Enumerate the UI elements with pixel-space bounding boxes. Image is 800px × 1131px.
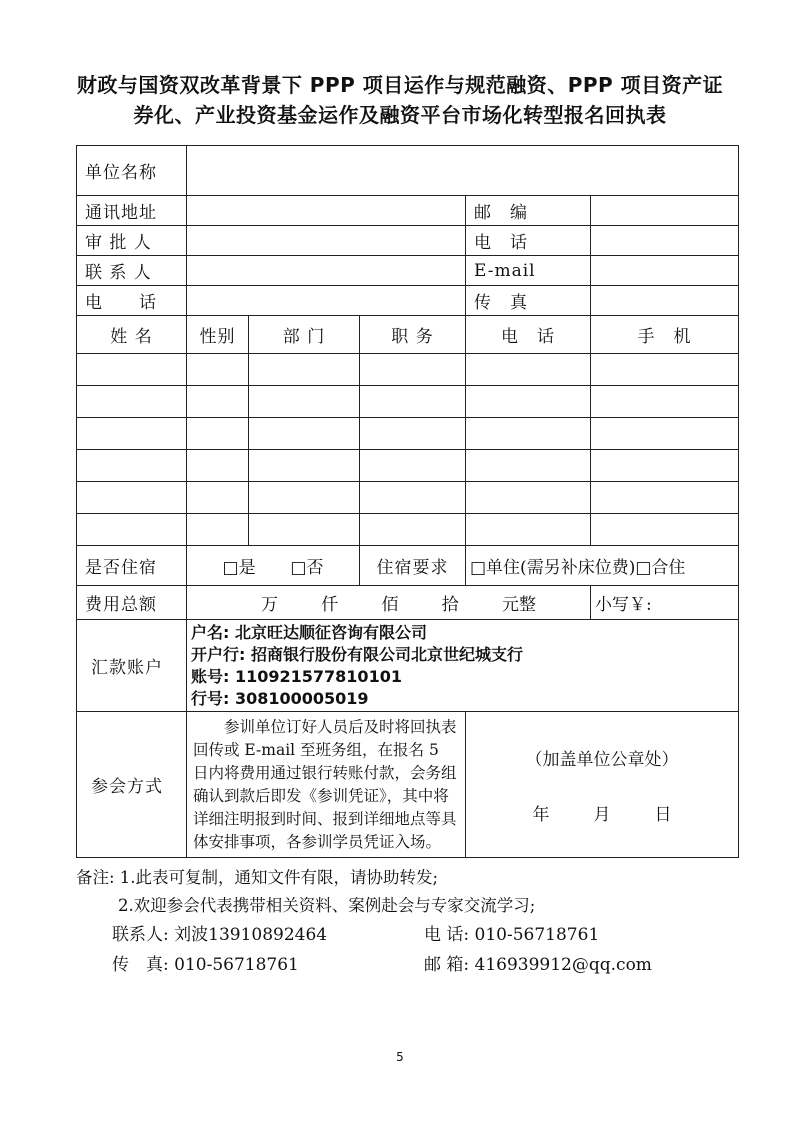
page-number: 5 (396, 1050, 404, 1064)
contact-tel: 电 话: 010-56718761 (424, 925, 600, 945)
table-cell[interactable] (249, 386, 360, 418)
table-cell[interactable] (77, 386, 187, 418)
lodging-yes-checkbox[interactable]: □是 (222, 558, 256, 578)
account-number: 账号: 110921577810101 (191, 666, 402, 686)
table-cell[interactable] (249, 354, 360, 386)
table-cell[interactable] (466, 514, 591, 546)
table-cell[interactable] (77, 514, 187, 546)
table-cell[interactable] (591, 354, 739, 386)
date-day: 日 (654, 804, 672, 825)
fee-unit-bai: 佰 (381, 595, 399, 615)
table-cell[interactable] (466, 386, 591, 418)
table-cell[interactable] (360, 482, 466, 514)
remit-label: 汇款账户 (77, 620, 187, 712)
unit-name-label: 单位名称 (77, 146, 187, 196)
table-row (77, 418, 739, 450)
fax-label: 传 真 (466, 286, 591, 316)
table-cell[interactable] (466, 418, 591, 450)
remit-details (187, 620, 739, 712)
note-2: 2.欢迎参会代表携带相关资料、案例赴会与专家交流学习; (118, 896, 536, 915)
bank-number: 行号: 308100005019 (191, 688, 369, 708)
seal-text: （加盖单位公章处） (525, 749, 679, 770)
table-row (77, 354, 739, 386)
phone-field[interactable] (591, 226, 739, 256)
contact-field[interactable] (187, 256, 466, 286)
address-label: 通讯地址 (77, 196, 187, 226)
tel-label: 电 话 (77, 286, 187, 316)
lodging-label: 是否住宿 (77, 546, 187, 586)
lodging-no-checkbox[interactable]: □否 (290, 558, 324, 578)
title-line-1: 财政与国资双改革背景下 PPP 项目运作与规范融资、PPP 项目资产证 (76, 73, 724, 97)
table-row (77, 450, 739, 482)
table-cell[interactable] (77, 354, 187, 386)
header-mobile: 手 机 (591, 316, 739, 354)
table-cell[interactable] (591, 450, 739, 482)
account-name: 户名: 北京旺达顺征咨询有限公司 (191, 622, 427, 642)
note-1: 备注: 1.此表可复制，通知文件有限，请协助转发; (76, 868, 439, 887)
table-cell[interactable] (591, 386, 739, 418)
table-cell[interactable] (360, 354, 466, 386)
table-cell[interactable] (77, 482, 187, 514)
table-cell[interactable] (249, 482, 360, 514)
bank-name: 开户行: 招商银行股份有限公司北京世纪城支行 (191, 644, 523, 664)
header-gender: 性别 (187, 316, 249, 354)
unit-name-field[interactable] (187, 146, 739, 196)
approver-field[interactable] (187, 226, 466, 256)
fee-amount-field[interactable] (187, 586, 591, 620)
table-cell[interactable] (187, 514, 249, 546)
fee-unit-wan: 万 (261, 595, 278, 615)
phone-label: 电 话 (466, 226, 591, 256)
table-cell[interactable] (187, 482, 249, 514)
approver-label: 审 批 人 (77, 226, 187, 256)
lodging-req-label: 住宿要求 (360, 546, 466, 586)
address-field[interactable] (187, 196, 466, 226)
contact-label: 联 系 人 (77, 256, 187, 286)
table-row (77, 386, 739, 418)
seal-area (466, 712, 739, 858)
date-month: 月 (593, 804, 611, 825)
attendee-header-row (77, 316, 739, 354)
table-cell[interactable] (591, 482, 739, 514)
header-position: 职 务 (360, 316, 466, 354)
table-cell[interactable] (360, 514, 466, 546)
fee-small-field[interactable]: 小写￥: (591, 586, 739, 620)
contact-person: 联系人: 刘波13910892464 (112, 925, 328, 945)
table-cell[interactable] (249, 450, 360, 482)
form-title (40, 70, 760, 130)
email-label: E-mail (466, 256, 591, 286)
lodging-choice (187, 546, 360, 586)
table-cell[interactable] (77, 418, 187, 450)
table-cell[interactable] (77, 450, 187, 482)
table-cell[interactable] (187, 386, 249, 418)
attend-label: 参会方式 (77, 712, 187, 858)
table-cell[interactable] (591, 514, 739, 546)
notes (76, 864, 756, 920)
postcode-field[interactable] (591, 196, 739, 226)
contact-info (112, 920, 732, 980)
table-cell[interactable] (187, 418, 249, 450)
fee-unit-shi: 拾 (441, 595, 459, 615)
header-phone: 电 话 (466, 316, 591, 354)
table-cell[interactable] (466, 450, 591, 482)
date-year: 年 (532, 804, 550, 825)
table-cell[interactable] (249, 418, 360, 450)
fee-total-label: 费用总额 (77, 586, 187, 620)
contact-fax: 传 真: 010-56718761 (112, 955, 299, 975)
table-row (77, 514, 739, 546)
attend-instructions: 参训单位订好人员后及时将回执表回传或 E-mail 至班务组，在报名 5 日内将费用通过银行转账付款，会务组确认到款后即发《参训凭证》，其中将详细注明报到时间、报到详细地点等具体安排事项，各参训学员凭证入场。 (187, 712, 466, 858)
header-department: 部 门 (249, 316, 360, 354)
registration-form (76, 145, 739, 858)
table-cell[interactable] (466, 354, 591, 386)
header-name: 姓 名 (77, 316, 187, 354)
table-cell[interactable] (466, 482, 591, 514)
email-field[interactable] (591, 256, 739, 286)
tel-field[interactable] (187, 286, 466, 316)
title-line-2: 券化、产业投资基金运作及融资平台市场化转型报名回执表 (133, 103, 667, 127)
table-cell[interactable] (249, 514, 360, 546)
table-cell[interactable] (360, 386, 466, 418)
table-cell[interactable] (591, 418, 739, 450)
table-row (77, 482, 739, 514)
contact-mail: 邮 箱: 416939912@qq.com (424, 955, 652, 975)
table-cell[interactable] (360, 450, 466, 482)
table-cell[interactable] (187, 354, 249, 386)
fee-unit-yuan: 元整 (502, 595, 536, 615)
lodging-options[interactable]: □单住(需另补床位费)□合住 (466, 546, 739, 586)
fax-field[interactable] (591, 286, 739, 316)
fee-unit-qian: 仟 (321, 595, 339, 615)
table-cell[interactable] (360, 418, 466, 450)
postcode-label: 邮 编 (466, 196, 591, 226)
table-cell[interactable] (187, 450, 249, 482)
